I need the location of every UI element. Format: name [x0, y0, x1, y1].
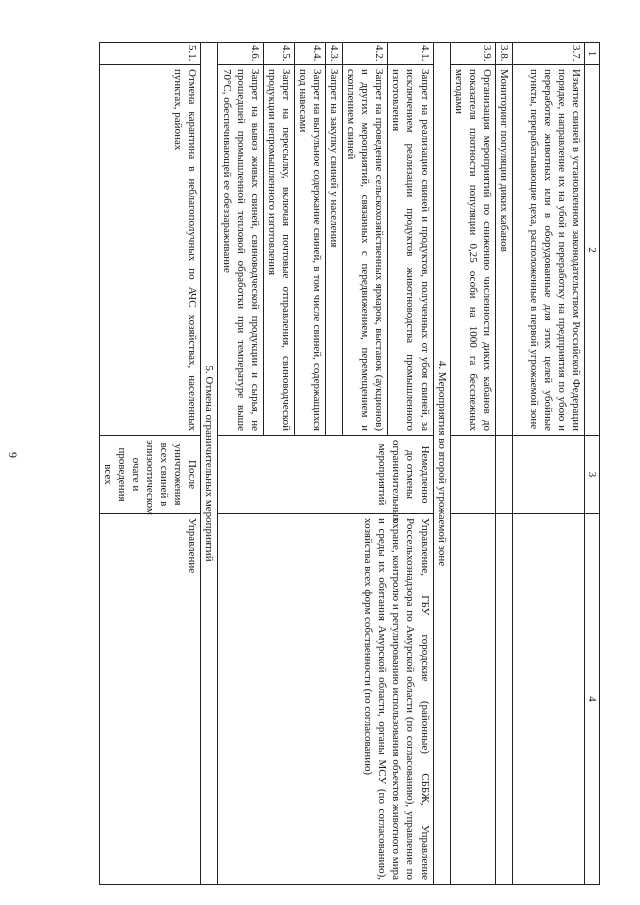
row-number: 3.7. — [512, 43, 584, 65]
row-measure: Запрет на пересылку, включая почтовые отправления, свиноводческой продукции непромышленного изготовления — [263, 65, 294, 436]
row-number: 4.3. — [325, 43, 342, 65]
row-number: 4.2. — [343, 43, 388, 65]
row-number: 3.9. — [450, 43, 495, 65]
section-5-title: 5. Отмена ограничительных мероприятий — [201, 43, 218, 885]
section-4-row — [433, 43, 450, 885]
row-measure: Организация мероприятий по снижению численности диких кабанов до показателя плотности популяции 0,25 особи на 1000 га бесснежных методами — [450, 65, 495, 436]
row-measure: Запрет на выгульное содержание свиней, в том числе свиней, содержащихся под навесами — [294, 65, 325, 436]
row-measure: Мониторинг популяции диких кабанов — [495, 65, 512, 436]
rotated-table-page — [101, 42, 600, 884]
header-col-1: 1 — [584, 43, 599, 65]
section-5-row — [201, 43, 218, 885]
section-4-term: Немедленно до отмены ограничительных мероприятий — [218, 436, 433, 514]
row-number: 3.8. — [495, 43, 512, 65]
row-responsible: Управление — [99, 514, 201, 885]
row-measure: Запрет на проведение сельскохозяйственных ярмарок, выставок (аукционов) и других мероприятий, связанных с передвижением, перемещением и скоплением свиней — [343, 65, 388, 436]
header-col-3: 3 — [584, 436, 599, 514]
header-row — [584, 43, 599, 885]
header-col-4: 4 — [584, 514, 599, 885]
row-number: 4.1. — [388, 43, 433, 65]
row-term — [495, 436, 512, 514]
row-term — [450, 436, 495, 514]
table-row — [388, 43, 433, 885]
row-responsible — [495, 514, 512, 885]
measures-table — [99, 42, 600, 885]
row-number: 5.1. — [99, 43, 201, 65]
row-number: 4.6. — [218, 43, 263, 65]
row-measure: Запрет на закупку свиней у населения — [325, 65, 342, 436]
table-row — [99, 43, 201, 885]
row-measure: Запрет на вывоз живых свиней, свиноводческой продукции и сырья, не прошедшей промышленной тепловой обработки при температуре выше 70°С, обеспечивающей ее обеззараживание — [218, 65, 263, 436]
row-term — [512, 436, 584, 514]
header-col-2: 2 — [584, 65, 599, 436]
row-responsible — [512, 514, 584, 885]
page-number: 9 — [6, 452, 20, 458]
row-measure: Изъятие свиней в установленном законодательством Российской Федерации порядке, направление их на убой и переработку на предприятия по убою и переработке животных или в оборудованные для этих целей убойные пункты, перерабатывающие цеха, расположенные в первой угрожаемой зоне — [512, 65, 584, 436]
row-number: 4.4. — [294, 43, 325, 65]
section-4-responsible: Управление, ГБУ городские (районные) СББЖ, Управление Россельхознадзора по Амурской области (по согласованию), управление по охране, контролю и регулированию использования объектов животного мира и среды их обитания Амурской области, органы МСУ (по согласованию), хозяйства всех форм собственности (по согласованию) — [218, 514, 433, 885]
table-row — [512, 43, 584, 885]
section-4-title: 4. Мероприятия во второй угрожаемой зоне — [433, 43, 450, 885]
row-measure: Отмена карантина в неблагополучных по АЧС хозяйствах, населенных пунктах, районах — [99, 65, 201, 436]
row-measure: Запрет на реализацию свиней и продуктов, полученных от убоя свиней, за исключением реализации продуктов животноводства промышленного изготовления — [388, 65, 433, 436]
row-term: После уничтожения всех свиней в эпизоотическом очаге и проведения всех — [99, 436, 201, 514]
table-row — [495, 43, 512, 885]
row-number: 4.5. — [263, 43, 294, 65]
table-row — [450, 43, 495, 885]
row-responsible — [450, 514, 495, 885]
